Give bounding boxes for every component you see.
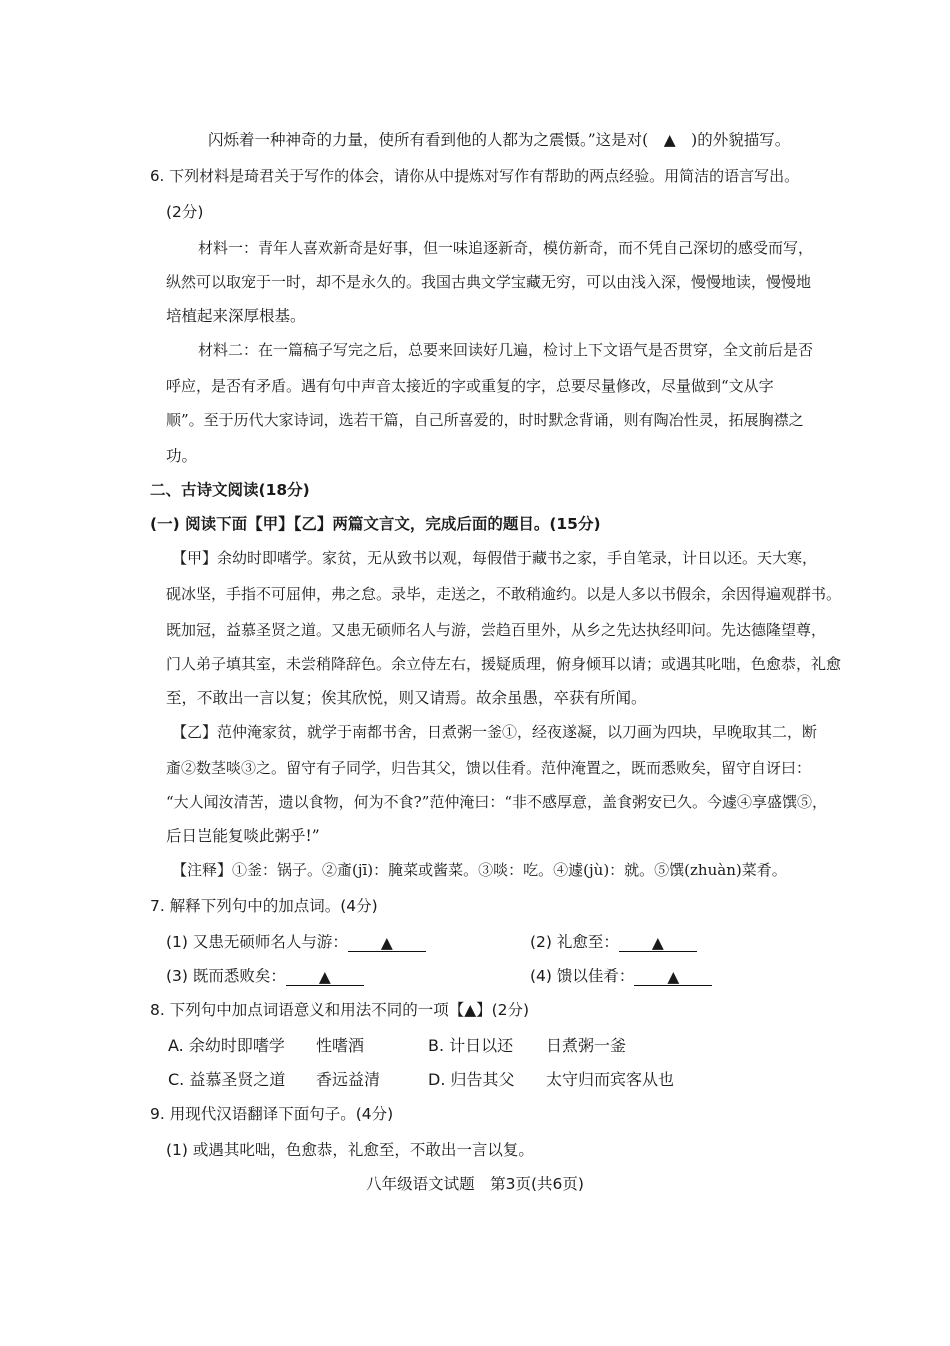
option-d-right: 太守归而宾客从也 (546, 1070, 675, 1089)
page-footer: 八年级语文试题 第3页(共6页) (366, 1175, 584, 1193)
annotation-line: 【注释】①釜：锅子。②齑(jī)：腌菜或酱菜。③啖：吃。④遽(jù)：就。⑤馔(zhuàn)菜肴。 (172, 861, 787, 879)
passage-jia-line: 门人弟子填其室，未尝稍降辞色。余立侍左右，援疑质理，俯身倾耳以请；或遇其叱咄，色愈恭，礼愈 (166, 655, 842, 673)
question-6-score: (2分) (166, 203, 204, 221)
question-7-item-2-text: (2) 礼愈至： (530, 933, 619, 951)
text-line: 闪烁着一种神奇的力量，使所有看到他的人都为之震慑。”这是对( ▲ )的外貌描写。 (208, 131, 791, 149)
passage-jia-line: 【甲】余幼时即嗜学。家贫，无从致书以观，每假借于藏书之家，手自笔录，计日以还。天大寒， (172, 549, 818, 567)
question-6: 6. 下列材料是琦君关于写作的体会，请你从中提炼对写作有帮助的两点经验。用简洁的语言写出。 (150, 167, 800, 185)
material-2-line: 顺”。至于历代大家诗词，选若干篇，自己所喜爱的，时时默念背诵，则有陶冶性灵，拓展胸襟之 (166, 411, 804, 429)
option-a-left: A. 余幼时即嗜学 (168, 1036, 285, 1055)
section-heading: 二、古诗文阅读(18分) (150, 481, 310, 499)
material-1-line: 培植起来深厚根基。 (166, 307, 306, 325)
passage-jia-line: 至，不敢出一言以复；俟其欣悦，则又请焉。故余虽愚，卒获有所闻。 (166, 689, 647, 707)
passage-yi-line: 齑②数茎啖③之。留守有子同学，归告其父，馈以佳肴。范仲淹置之，既而悉败矣，留守自讶曰： (166, 759, 812, 777)
material-2-line: 功。 (166, 447, 198, 465)
question-7-item-4 (530, 966, 712, 986)
material-1-line: 纵然可以取宠于一时，却不是永久的。我国古典文学宝藏无穷，可以由浅入深，慢慢地读，慢慢地 (166, 273, 812, 291)
passage-yi-line: 【乙】范仲淹家贫，就学于南都书舍，日煮粥一釜①，经夜遂凝，以刀画为四块，早晚取其二，断 (172, 723, 818, 741)
question-7-item-3-text: (3) 既而悉败矣： (166, 967, 286, 985)
question-7-item-3 (166, 966, 364, 986)
option-d-left: D. 归告其父 (428, 1070, 515, 1089)
passage-yi-line: 后日岂能复啖此粥乎!” (166, 827, 320, 845)
material-2-line: 呼应，是否有矛盾。遇有句中声音太接近的字或重复的字，总要尽量修改，尽量做到“文从字 (166, 377, 774, 395)
passage-jia-line: 砚冰坚，手指不可屈伸，弗之怠。录毕，走送之，不敢稍逾约。以是人多以书假余，余因得遍观群书。 (166, 585, 842, 603)
question-7: 7. 解释下列句中的加点词。(4分) (150, 897, 378, 915)
passage-yi-line: “大人闻汝清苦，遗以食物，何为不食?”范仲淹曰：“非不感厚意，盖食粥安已久。今遽④享盛馔⑤， (166, 793, 828, 811)
option-b-left: B. 计日以还 (428, 1036, 514, 1055)
answer-blank[interactable]: ▲ (286, 967, 364, 986)
option-c-right: 香远益清 (316, 1070, 381, 1089)
question-9-item-1: (1) 或遇其叱咄，色愈恭，礼愈至，不敢出一言以复。 (166, 1141, 534, 1159)
answer-blank[interactable]: ▲ (619, 933, 697, 952)
subsection-heading: (一) 阅读下面【甲】【乙】两篇文言文，完成后面的题目。(15分) (150, 515, 601, 533)
option-a-right: 性嗜酒 (316, 1036, 365, 1055)
passage-jia-line: 既加冠，益慕圣贤之道。又患无硕师名人与游，尝趋百里外，从乡之先达执经叩问。先达德隆望尊， (166, 621, 827, 639)
option-b-right: 日煮粥一釜 (546, 1036, 627, 1055)
question-7-item-2 (530, 932, 697, 952)
material-1-line: 材料一：青年人喜欢新奇是好事，但一味追逐新奇，模仿新奇，而不凭自己深切的感受而写， (198, 239, 814, 257)
question-9: 9. 用现代汉语翻译下面句子。(4分) (150, 1105, 394, 1123)
question-7-item-1 (166, 932, 426, 952)
question-7-item-1-text: (1) 又患无硕师名人与游： (166, 933, 348, 951)
question-8: 8. 下列句中加点词语意义和用法不同的一项【▲】(2分) (150, 1001, 530, 1019)
answer-blank[interactable]: ▲ (634, 967, 712, 986)
question-7-item-4-text: (4) 馈以佳肴： (530, 967, 635, 985)
answer-blank[interactable]: ▲ (348, 933, 426, 952)
option-c-left: C. 益慕圣贤之道 (168, 1070, 286, 1089)
material-2-line: 材料二：在一篇稿子写完之后，总要来回读好几遍，检讨上下文语气是否贯穿，全文前后是否 (198, 341, 814, 359)
